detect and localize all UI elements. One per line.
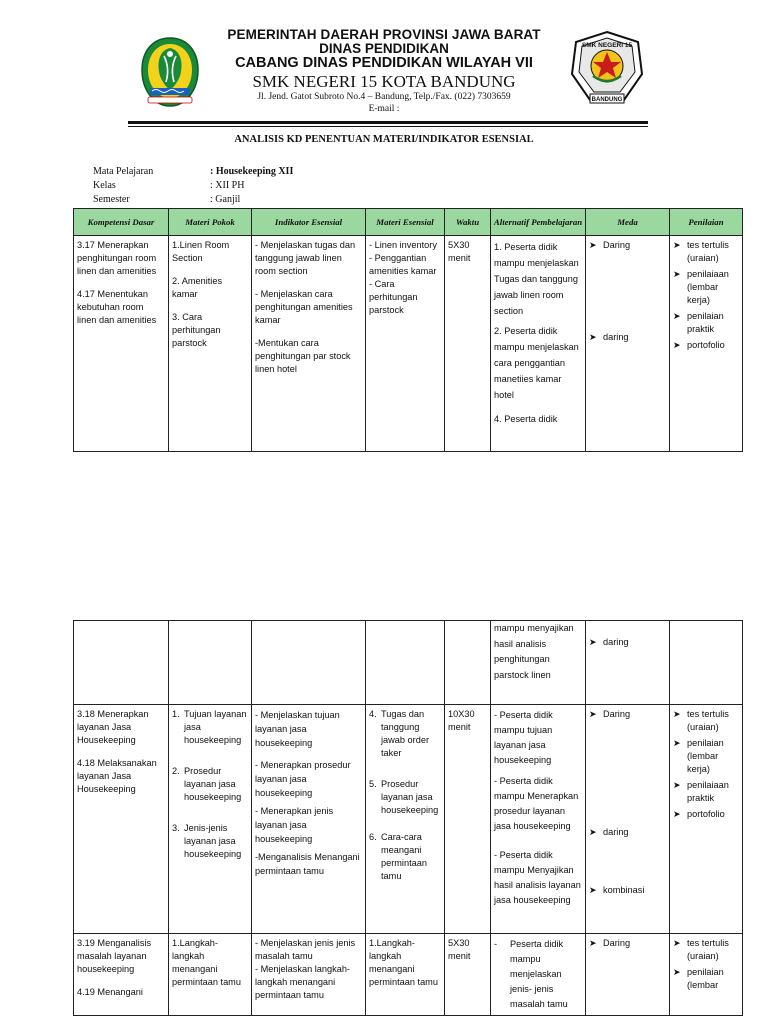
alternatif-item: - Peserta didik mampu menjelaskan jenis- jenis masalah tamu (494, 939, 568, 1009)
meda-item: ➤ daring (589, 332, 629, 342)
col-materi-pokok: Materi Pokok (169, 209, 252, 236)
meda-cell (586, 236, 670, 452)
kd-text: 4.17 Menentukan kebutuhan room linen dan amenities (77, 289, 157, 325)
indikator-text: - Menjelaskan cara penghitungan amenities kamar (255, 289, 353, 325)
subject-value: : Housekeeping XII (210, 166, 294, 177)
waktu-cell: 5X30 menit (445, 236, 491, 452)
alternatif-text: - Peserta didik mampu tujuan layanan jasa housekeeping (494, 710, 553, 765)
arrow-bullet-icon: ➤ (589, 637, 597, 647)
penilaian-cell (670, 621, 743, 705)
alternatif-cell (491, 934, 586, 1016)
indikator-cell (252, 621, 366, 705)
materi-pokok-cell (169, 621, 252, 705)
kd-text: 3.18 Menerapkan layanan Jasa Housekeeping (77, 709, 149, 745)
kd-text: 4.19 Menangani (77, 987, 143, 997)
arrow-bullet-icon: ➤ (589, 709, 597, 719)
col-meda: Meda (586, 209, 670, 236)
indikator-text: - Menerapkan jenis layanan jasa housekeeping (255, 806, 334, 844)
semester-label: Semester (93, 194, 130, 205)
meda-cell (586, 705, 670, 934)
school-name: SMK NEGERI 15 KOTA BANDUNG (252, 72, 516, 91)
arrow-bullet-icon: ➤ (673, 709, 681, 719)
col-indikator-esensial: Indikator Esensial (252, 209, 366, 236)
materi-pokok-text: 3. Cara perhitungan parstock (172, 312, 221, 348)
svg-text:BANDUNG: BANDUNG (591, 97, 623, 103)
arrow-bullet-icon: ➤ (673, 938, 681, 948)
kd-cell (74, 934, 169, 1016)
col-materi-esensial: Materi Esensial (366, 209, 445, 236)
indikator-cell (252, 934, 366, 1016)
alternatif-cell: mampu menyajikan hasil analisis penghitungan parstock linen (491, 621, 586, 705)
meda-item: ➤ daring (589, 637, 629, 647)
materi-esensial-cell (366, 621, 445, 705)
materi-pokok-cell: 1.Langkah-langkah menangani permintaan tamu (169, 934, 252, 1016)
analysis-table-page2 (73, 620, 743, 1016)
indikator-text: - Menjelaskan tujuan layanan jasa housekeeping (255, 710, 340, 748)
penilaian-item: ➤ penilaian praktik (673, 311, 724, 334)
kd-text: 4.18 Melaksanakan layanan Jasa Housekeeping (77, 758, 157, 794)
arrow-bullet-icon: ➤ (673, 780, 681, 790)
indikator-text: -Menganalisis Menangani permintaan tamu (255, 852, 360, 876)
waktu-cell: 10X30 menit (445, 705, 491, 934)
col-alternatif-pembelajaran: Alternatif Pembelajaran (491, 209, 586, 236)
kd-cell (74, 705, 169, 934)
meda-item: ➤ daring (589, 827, 629, 837)
penilaian-item: ➤ penilaiaan praktik (673, 780, 729, 803)
materi-pokok-item: 3. Jenis-jenis layanan jasa housekeeping (172, 823, 242, 859)
alternatif-text: - Peserta didik mampu Menyajikan hasil analisis layanan jasa housekeeping (494, 850, 581, 905)
alternatif-cell (491, 705, 586, 934)
subject-label: Mata Pelajaran (93, 166, 154, 177)
materi-esensial-cell (366, 236, 445, 452)
materi-esensial-text: - Cara perhitungan parstock (369, 279, 418, 315)
semester-value: : Ganjil (210, 194, 241, 205)
school-address: Jl. Jend. Gatot Subroto No.4 – Bandung, Telp./Fax. (022) 7303659 (257, 92, 511, 102)
waktu-cell: 5X30 menit (445, 934, 491, 1016)
arrow-bullet-icon: ➤ (589, 938, 597, 948)
alternatif-cell (491, 236, 586, 452)
kd-cell (74, 621, 169, 705)
penilaian-item: ➤ tes tertulis (uraian) (673, 240, 729, 263)
meda-item: ➤ Daring (589, 709, 631, 719)
penilaian-cell (670, 705, 743, 934)
indikator-text: - Menerapkan prosedur layanan jasa housekeeping (255, 760, 351, 798)
arrow-bullet-icon: ➤ (673, 967, 681, 977)
materi-esensial-text: - Penggantian amenities kamar (369, 253, 437, 276)
kd-text: 3.17 Menerapkan penghitungan room linen dan amenities (77, 240, 157, 276)
materi-pokok-item: 2. Prosedur layanan jasa housekeeping (172, 766, 242, 802)
penilaian-item: ➤ tes tertulis (uraian) (673, 709, 729, 732)
waktu-cell (445, 621, 491, 705)
branch-header-line: CABANG DINAS PENDIDIKAN WILAYAH VII (235, 55, 533, 71)
penilaian-item: ➤ penilaiaan (lembar kerja) (673, 269, 729, 305)
meda-item: ➤ kombinasi (589, 885, 645, 895)
penilaian-item: ➤ penilaian (lembar kerja) (673, 738, 724, 774)
materi-esensial-item: 5. Prosedur layanan jasa housekeeping (369, 779, 439, 815)
meda-cell (586, 934, 670, 1016)
arrow-bullet-icon: ➤ (673, 340, 681, 350)
indikator-cell (252, 705, 366, 934)
arrow-bullet-icon: ➤ (673, 809, 681, 819)
materi-pokok-cell (169, 705, 252, 934)
table-row (74, 705, 743, 934)
materi-esensial-text: - Linen inventory (369, 240, 437, 250)
col-penilaian: Penilaian (670, 209, 743, 236)
penilaian-cell (670, 934, 743, 1016)
table-row (74, 621, 743, 705)
table-row (74, 934, 743, 1016)
alternatif-text: 2. Peserta didik mampu menjelaskan cara penggantian manetiies kamar hotel (494, 326, 579, 400)
letterhead-divider (128, 121, 648, 124)
materi-pokok-text: 1.Linen Room Section (172, 240, 230, 263)
arrow-bullet-icon: ➤ (589, 827, 597, 837)
materi-esensial-item: 6. Cara-cara meangani permintaan tamu (369, 832, 427, 881)
arrow-bullet-icon: ➤ (673, 738, 681, 748)
arrow-bullet-icon: ➤ (589, 885, 597, 895)
alternatif-text: 1. Peserta didik mampu menjelaskan Tugas dan tanggung jawab linen room section (494, 242, 579, 316)
kd-text: 3.19 Menganalisis masalah layanan housekeeping (77, 938, 152, 974)
alternatif-text: 4. Peserta didik (494, 414, 558, 424)
materi-esensial-item: 4. Tugas dan tanggung jawab order taker (369, 709, 430, 758)
document-title: ANALISIS KD PENENTUAN MATERI/INDIKATOR ESENSIAL (234, 134, 534, 145)
arrow-bullet-icon: ➤ (673, 311, 681, 321)
class-value: : XII PH (210, 180, 245, 191)
letterhead-divider-thin (128, 126, 648, 127)
indikator-text: - Menjelaskan jenis jenis masalah tamu (255, 938, 356, 961)
kd-cell (74, 236, 169, 452)
meda-item: ➤ Daring (589, 938, 631, 948)
penilaian-item: ➤ portofolio (673, 809, 725, 819)
materi-pokok-cell (169, 236, 252, 452)
svg-text:SMK NEGERI 15: SMK NEGERI 15 (581, 42, 633, 49)
penilaian-item: ➤ penilaian (lembar (673, 967, 724, 990)
arrow-bullet-icon: ➤ (589, 240, 597, 250)
gov-header-line: PEMERINTAH DAERAH PROVINSI JAWA BARAT (227, 27, 541, 42)
col-kompetensi-dasar: Kompetensi Dasar (74, 209, 169, 236)
penilaian-cell (670, 236, 743, 452)
penilaian-item: ➤ tes tertulis (uraian) (673, 938, 729, 961)
indikator-text: - Menjelaskan langkah-langkah menangani permintaan tamu (255, 964, 350, 1000)
indikator-text: - Menjelaskan tugas dan tanggung jawab linen room section (255, 240, 356, 276)
indikator-cell (252, 236, 366, 452)
table-row (74, 236, 743, 452)
class-label: Kelas (93, 180, 116, 191)
agency-header-line: DINAS PENDIDIKAN (319, 41, 449, 56)
penilaian-item: ➤ portofolio (673, 340, 725, 350)
arrow-bullet-icon: ➤ (589, 332, 597, 342)
materi-pokok-item: 1. Tujuan layanan jasa housekeeping (172, 709, 247, 745)
analysis-table-page1 (73, 208, 743, 452)
arrow-bullet-icon: ➤ (673, 269, 681, 279)
arrow-bullet-icon: ➤ (673, 240, 681, 250)
indikator-text: -Mentukan cara penghitungan par stock linen hotel (255, 338, 351, 374)
meda-item: ➤ Daring (589, 240, 631, 250)
table-header-row (74, 209, 743, 236)
col-waktu: Waktu (445, 209, 491, 236)
materi-esensial-cell (366, 705, 445, 934)
alternatif-text: - Peserta didik mampu Menerapkan prosedur layanan jasa housekeeping (494, 776, 579, 831)
school-email: E-mail : (368, 104, 400, 114)
materi-pokok-text: 2. Amenities kamar (172, 276, 223, 299)
materi-esensial-cell: 1.Langkah-langkah menangani permintaan tamu (366, 934, 445, 1016)
meda-cell (586, 621, 670, 705)
